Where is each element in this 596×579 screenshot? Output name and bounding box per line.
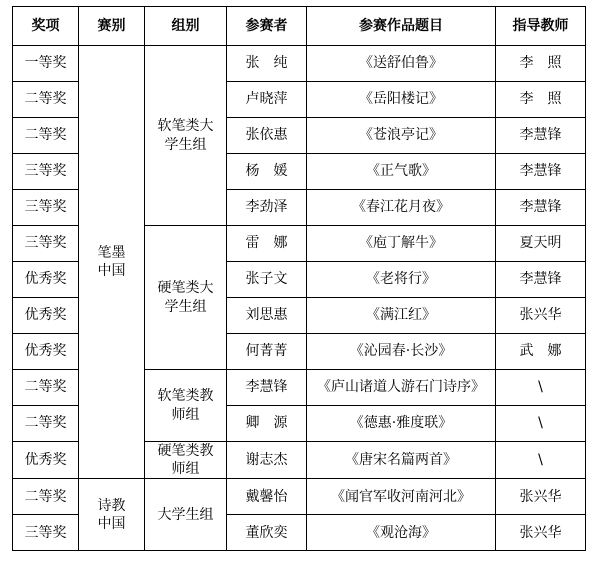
group-cell: 硬笔类教 师组: [145, 442, 227, 479]
teacher-cell: 张兴华: [496, 298, 586, 334]
contestant-cell: 雷 娜: [227, 226, 307, 262]
work-title-cell: 《苍浪亭记》: [307, 118, 496, 154]
category-cell: 笔墨 中国: [79, 46, 145, 479]
work-title-cell: 《岳阳楼记》: [307, 82, 496, 118]
teacher-cell: 张兴华: [496, 515, 586, 551]
award-table: [12, 6, 586, 551]
work-title-cell: 《唐宋名篇两首》: [307, 442, 496, 479]
work-title-cell: 《老将行》: [307, 262, 496, 298]
teacher-cell: 李慧锋: [496, 118, 586, 154]
teacher-cell: 夏天明: [496, 226, 586, 262]
work-title-cell: 《正气歌》: [307, 154, 496, 190]
award-cell: 二等奖: [13, 370, 79, 406]
contestant-cell: 戴馨怡: [227, 479, 307, 515]
header-teacher: 指导教师: [496, 7, 586, 46]
contestant-cell: 张 纯: [227, 46, 307, 82]
header-row: [13, 7, 586, 46]
award-cell: 二等奖: [13, 406, 79, 442]
table-body: [13, 46, 586, 551]
award-cell: 三等奖: [13, 515, 79, 551]
table-row: [13, 46, 586, 82]
award-cell: 三等奖: [13, 226, 79, 262]
work-title-cell: 《沁园春·长沙》: [307, 334, 496, 370]
header-contestant: 参赛者: [227, 7, 307, 46]
category-cell: 诗教 中国: [79, 479, 145, 551]
group-cell: 硬笔类大 学生组: [145, 226, 227, 370]
contestant-cell: 张依惠: [227, 118, 307, 154]
contestant-cell: 谢志杰: [227, 442, 307, 479]
table-row: [13, 479, 586, 515]
award-cell: 优秀奖: [13, 262, 79, 298]
work-title-cell: 《庐山诸道人游石门诗序》: [307, 370, 496, 406]
work-title-cell: 《观沧海》: [307, 515, 496, 551]
work-title-cell: 《庖丁解牛》: [307, 226, 496, 262]
contestant-cell: 杨 媛: [227, 154, 307, 190]
contestant-cell: 卿 源: [227, 406, 307, 442]
teacher-cell: \: [496, 442, 586, 479]
contestant-cell: 刘思惠: [227, 298, 307, 334]
award-cell: 三等奖: [13, 154, 79, 190]
teacher-cell: 武 娜: [496, 334, 586, 370]
award-cell: 优秀奖: [13, 442, 79, 479]
header-category: 赛别: [79, 7, 145, 46]
contestant-cell: 卢晓萍: [227, 82, 307, 118]
work-title-cell: 《春江花月夜》: [307, 190, 496, 226]
contestant-cell: 李慧锋: [227, 370, 307, 406]
header-work-title: 参赛作品题目: [307, 7, 496, 46]
group-cell: 大学生组: [145, 479, 227, 551]
award-cell: 二等奖: [13, 479, 79, 515]
group-cell: 软笔类教 师组: [145, 370, 227, 442]
teacher-cell: 张兴华: [496, 479, 586, 515]
contestant-cell: 董欣奕: [227, 515, 307, 551]
work-title-cell: 《满江红》: [307, 298, 496, 334]
teacher-cell: 李慧锋: [496, 190, 586, 226]
teacher-cell: \: [496, 406, 586, 442]
group-cell: 软笔类大 学生组: [145, 46, 227, 226]
award-cell: 二等奖: [13, 82, 79, 118]
work-title-cell: 《闻官军收河南河北》: [307, 479, 496, 515]
header-award: 奖项: [13, 7, 79, 46]
teacher-cell: 李 照: [496, 46, 586, 82]
award-cell: 优秀奖: [13, 298, 79, 334]
contestant-cell: 何菁菁: [227, 334, 307, 370]
work-title-cell: 《德惠·雅度联》: [307, 406, 496, 442]
work-title-cell: 《送舒伯鲁》: [307, 46, 496, 82]
teacher-cell: \: [496, 370, 586, 406]
teacher-cell: 李慧锋: [496, 154, 586, 190]
award-cell: 一等奖: [13, 46, 79, 82]
award-cell: 三等奖: [13, 190, 79, 226]
header-group: 组别: [145, 7, 227, 46]
award-cell: 优秀奖: [13, 334, 79, 370]
teacher-cell: 李慧锋: [496, 262, 586, 298]
contestant-cell: 李劲泽: [227, 190, 307, 226]
contestant-cell: 张子文: [227, 262, 307, 298]
award-cell: 二等奖: [13, 118, 79, 154]
teacher-cell: 李 照: [496, 82, 586, 118]
